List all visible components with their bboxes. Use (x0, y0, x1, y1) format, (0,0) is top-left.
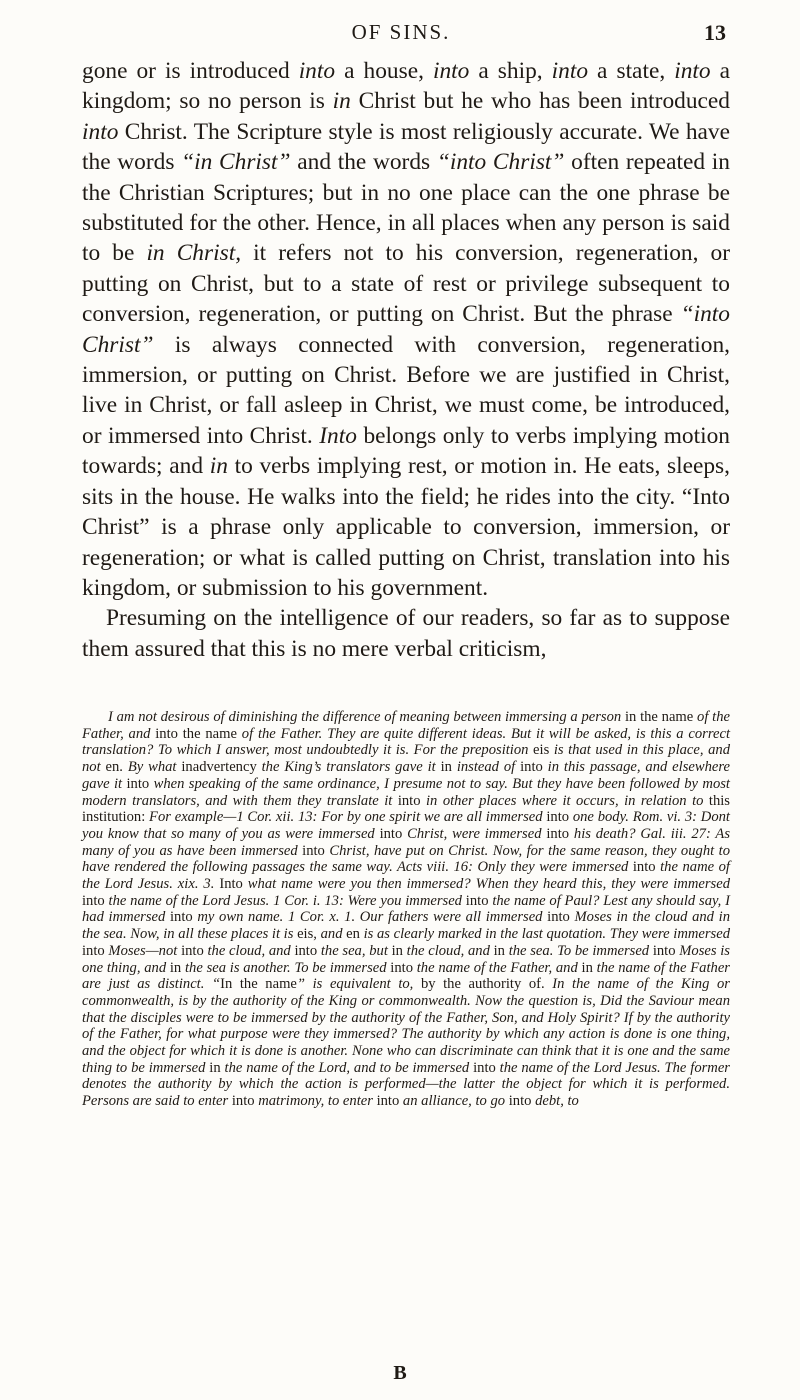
footnote-text: I am not desirous of diminishing the difference of meaning between immersing a person in the name of the Father, and into the name of the Father. They are quite different ideas. But it will be asked, is this a correct translation? To which I answer, most undoubtedly it is. For the preposition eis is that used in this place, and not en. By what inadvertency the King’s translators gave it in instead of into in this passage, and elsewhere gave it into when speaking of the same ordinance, I presume not to say. But they have been followed by most modern translators, and with them they translate it into in other places where it occurs, in relation to this institution: For example—1 Cor. xii. 13: For by one spirit we are all immersed into one body. Rom. vi. 3: Dont you know that so many of you as were immersed into Christ, were immersed into his death? Gal. iii. 27: As many of you as have been immersed into Christ, have put on Christ. Now, for the same reason, they ought to have rendered the following passages the same way. Acts viii. 16: Only they were immersed into the name of the Lord Jesus. xix. 3. Into what name were you then immersed? When they heard this, they were immersed into the name of the Lord Jesus. 1 Cor. i. 13: Were you immersed into the name of Paul? Lest any should say, I had immersed into my own name. 1 Cor. x. 1. Our fathers were all immersed into Moses in the cloud and in the sea. Now, in all these places it is eis, and en is as clearly marked in the last quotation. They were immersed into Moses—not into the cloud, and into the sea, but in the cloud, and in the sea. To be immersed into Moses is one thing, and in the sea is another. To be immersed into the name of the Father, and in the name of the Father are just as distinct. “In the name” is equivalent to, by the authority of. In the name of the King or commonwealth, is by the authority of the King or commonwealth. Now the question is, Did the Saviour mean that the disciples were to be immersed by the authority of the Father, Son, and Holy Spirit? If by the authority of the Father, for what purpose were they immersed? The authority by which any action is done is one thing, and the object for which it is done is another. None who can discriminate can think that it is one and the same thing to be immersed in the name of the Lord, and to be immersed into the name of the Lord Jesus. The former denotes the authority by which the action is performed—the latter the object for which it is performed. Persons are said to enter into matrimony, to enter into an alliance, to go into debt, to (82, 709, 731, 1110)
running-title: OF SINS. (351, 20, 451, 44)
footnote-block (82, 709, 730, 1110)
page-number: 13 (704, 20, 726, 45)
signature-mark: B (393, 1362, 407, 1384)
body-paragraph: Presuming on the intelligence of our readers, so far as to suppose them assured that this is no mere verbal criticism, (82, 605, 730, 662)
running-head (76, 20, 726, 52)
main-text (82, 56, 730, 664)
body-paragraph: gone or is introduced into a house, into a ship, into a state, into a kingdom; so no person is in Christ but he who has been introduced into Christ. The Scripture style is most religiously accurate. We have the words “in Christ” and the words “into Christ” often repeated in the Christian Scriptures; but in no one place can the one phrase be substituted for the other. Hence, in all places when any person is said to be in Christ, it refers not to his conversion, regeneration, or putting on Christ, but to a state of rest or privilege subsequent to conversion, regeneration, or putting on Christ. But the phrase “into Christ” is always connected with conversion, regeneration, immersion, or putting on Christ. Before we are justified in Christ, live in Christ, or fall asleep in Christ, we must come, be introduced, or immersed into Christ. Into belongs only to verbs implying motion towards; and in to verbs implying rest, or motion in. He eats, sleeps, sits in the house. He walks into the field; he rides into the city. “Into Christ” is a phrase only applicable to conversion, immersion, or regeneration; or what is called putting on Christ, translation into his kingdom, or submission to his government. (82, 58, 731, 601)
